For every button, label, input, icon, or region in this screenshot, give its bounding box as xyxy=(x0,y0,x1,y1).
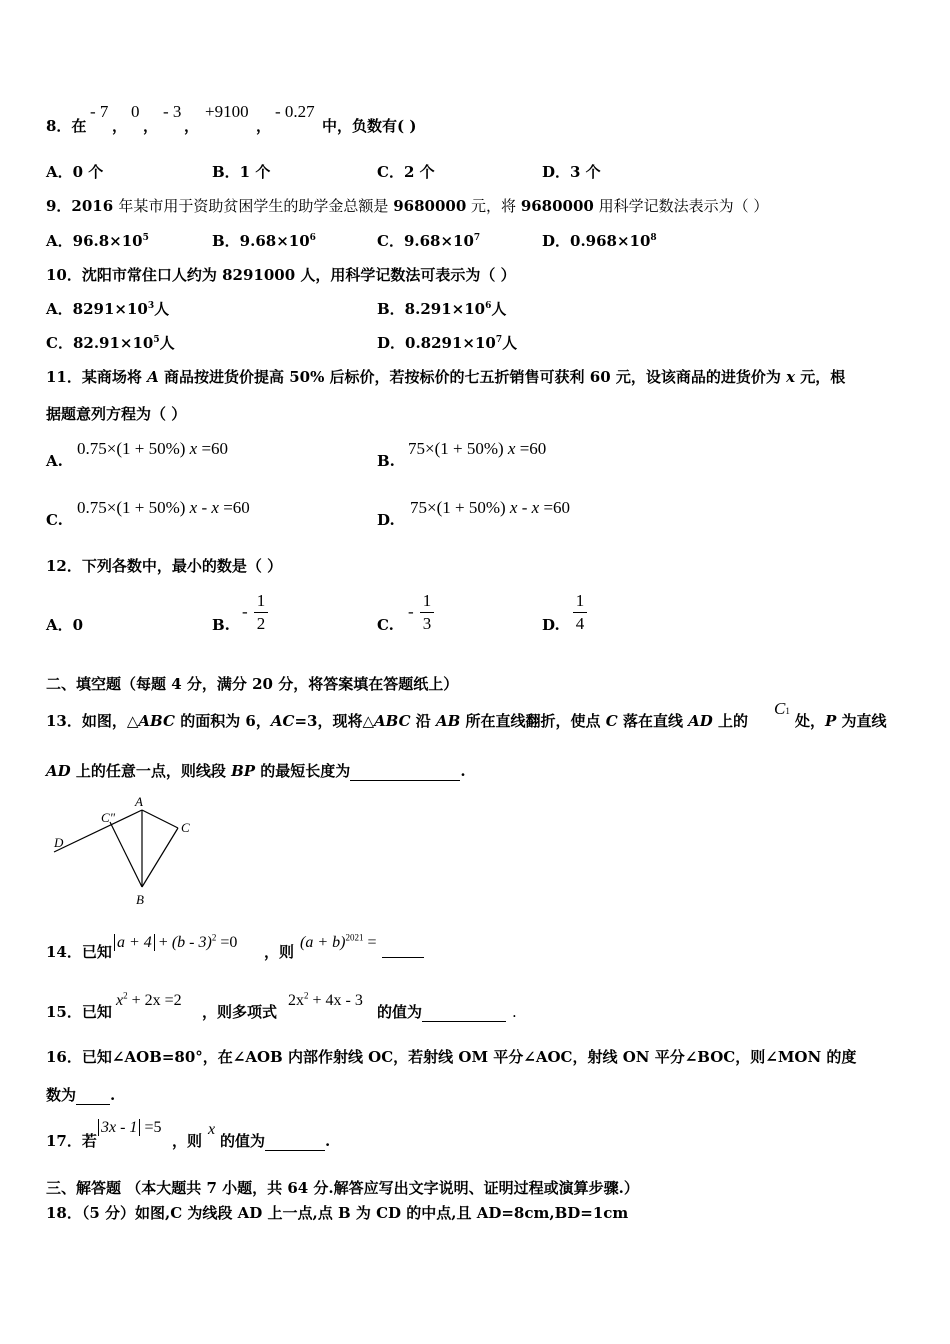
q10-option-c-unit: 人 xyxy=(159,334,175,352)
q14-prefix: 14．已知 xyxy=(46,943,112,961)
q16-line-1: 16．已知∠AOB=80°，在∠AOB 内部作射线 OC，若射线 OM 平分∠AOC，射线 ON 平分∠BOC，则∠MON 的度 xyxy=(46,1048,857,1066)
q11-var-a: A xyxy=(147,368,159,386)
q10-option-d-base: D．0.8291×10 xyxy=(377,334,496,352)
q9-option-c xyxy=(377,231,480,251)
figure-label-a: A xyxy=(135,794,143,809)
q15-end: . xyxy=(512,1003,517,1021)
figure-line-c1-b xyxy=(110,822,142,887)
q12-minus-c: - xyxy=(408,602,414,621)
q13-l2d: . xyxy=(460,762,466,780)
q11-line-1-b: 商品按进货价提高 50% 后标价，若按标价的七五折销售可获利 60 元，设该商品的进货价为 xyxy=(158,368,787,386)
q12-minus-b: - xyxy=(242,602,248,621)
q8-num-1: - 7 xyxy=(90,102,109,121)
q17-mid: ，则 xyxy=(172,1132,203,1150)
q13-c: C xyxy=(605,712,618,730)
q14-power-base: (a + b) xyxy=(300,934,346,951)
section-2-heading: 二、填空题（每题 4 分，满分 20 分，将答案填在答题纸上） xyxy=(46,675,459,693)
q13-l1b: 的面积为 6， xyxy=(174,712,271,730)
q10-option-c-exp: 5 xyxy=(153,335,160,345)
q15-poly-rest: + 4x - 3 xyxy=(308,992,363,1009)
q15-suffix xyxy=(377,1002,517,1022)
q8-comma-3: ， xyxy=(184,117,200,135)
q14-eq0: =0 xyxy=(216,934,238,951)
q9-part-1: 9．2016 xyxy=(46,197,119,215)
q13-l1f: 落在直线 xyxy=(617,712,689,730)
q9-option-b-exp: 6 xyxy=(309,233,316,243)
q14-mid: ，则 xyxy=(264,943,295,961)
q15-eq-exp: 2 xyxy=(123,990,128,1001)
q12-label-d: D. xyxy=(542,616,560,634)
q13-ab: AB xyxy=(435,712,461,730)
q17-suffix-text: 的值为 xyxy=(220,1132,266,1150)
q11-line-1-c: 元，根 xyxy=(795,368,846,386)
q17-prefix: 17．若 xyxy=(46,1132,97,1150)
q12-fraction-d xyxy=(573,591,587,634)
q9-option-d-base: D．0.968×10 xyxy=(542,232,651,250)
q17-end: . xyxy=(325,1132,331,1150)
q11-formula-a-eq: =60 xyxy=(197,439,229,458)
q13-c1: C xyxy=(774,699,786,718)
q10-option-b-unit: 人 xyxy=(491,300,507,318)
q12-label-c: C. xyxy=(377,616,394,634)
q12-fraction-d-num: 1 xyxy=(575,591,585,610)
q13-line-2 xyxy=(46,761,466,781)
q15-eq-rest: + 2x =2 xyxy=(127,992,182,1009)
q15-equation xyxy=(116,991,182,1011)
q9-part-6: 用科学记数法表示为（ ） xyxy=(593,197,769,215)
q13-l1e: 所在直线翻折，使点 xyxy=(460,712,606,730)
q11-formula-d-lead: 75× xyxy=(410,498,437,517)
figure-label-d: D xyxy=(54,835,64,850)
q9-part-3: 9680000 xyxy=(393,197,467,215)
figure-label-b: B xyxy=(136,892,144,907)
q17-suffix xyxy=(220,1131,330,1151)
q13-l2b: 上的任意一点，则线段 xyxy=(70,762,232,780)
q13-c1-sub: 1 xyxy=(785,706,790,716)
q13-l1c: =3，现将△ xyxy=(294,712,374,730)
q13-l1i: 为直线 xyxy=(836,712,887,730)
q13-answer-blank xyxy=(350,764,460,781)
q8-comma-4: ， xyxy=(256,117,272,135)
q11-line-1 xyxy=(46,367,845,387)
q16-end: . xyxy=(110,1086,116,1104)
q11-formula-d-eq: =60 xyxy=(539,498,571,517)
q12-text: 12．下列各数中，最小的数是（ ） xyxy=(46,557,283,575)
q8-option-d: D．3 个 xyxy=(542,163,601,181)
q11-formula-d xyxy=(410,498,570,518)
q12-fraction-b-num: 1 xyxy=(256,591,266,610)
q12-fraction-b-den: 2 xyxy=(256,614,266,633)
q13-figure xyxy=(50,792,210,912)
q8-num-3: - 3 xyxy=(163,102,182,121)
q11-formula-b-tail: x xyxy=(507,439,516,458)
q9-option-d xyxy=(542,231,657,251)
q11-formula-b-eq: =60 xyxy=(515,439,547,458)
q12-label-b: B. xyxy=(212,616,230,634)
q11-formula-c-paren: (1 + 50%) xyxy=(116,498,186,517)
figure-label-c: C xyxy=(181,820,190,835)
q10-option-d-unit: 人 xyxy=(502,334,518,352)
q13-l1g: 上的 xyxy=(712,712,749,730)
q10-option-c xyxy=(46,333,175,353)
q13-abc2: ABC xyxy=(373,712,411,730)
q13-line-1 xyxy=(46,711,748,731)
q9-option-c-exp: 7 xyxy=(473,233,481,243)
q9-option-a-exp: 5 xyxy=(142,233,149,243)
figure-label-c1: C" xyxy=(101,810,116,825)
q14-square-exp: 2 xyxy=(211,932,217,943)
q11-formula-a-paren: (1 + 50%) xyxy=(116,439,186,458)
q11-line-2: 据题意列方程为（ ） xyxy=(46,405,187,423)
q9-option-b-base: B．9.68×10 xyxy=(212,232,310,250)
q10-option-b-exp: 6 xyxy=(485,301,492,311)
q10-option-c-base: C．82.91×10 xyxy=(46,334,154,352)
q15-prefix: 15．已知 xyxy=(46,1003,112,1021)
q13-ad: AD xyxy=(688,712,713,730)
q9-option-c-base: C．9.68×10 xyxy=(377,232,474,250)
q12-fraction-d-den: 4 xyxy=(575,614,585,633)
q15-poly-lead: 2x xyxy=(288,992,304,1009)
q15-polynomial xyxy=(288,991,363,1011)
q17-equation xyxy=(98,1118,161,1138)
q15-suffix-text: 的值为 xyxy=(377,1003,423,1021)
q13-c1-symbol xyxy=(774,699,790,721)
q8-num-5: - 0.27 xyxy=(275,102,315,121)
q13-l1d: 沿 xyxy=(410,712,436,730)
q8-suffix: 中，负数有( ) xyxy=(322,117,417,135)
q10-option-b xyxy=(377,299,506,319)
q13-l2a: AD xyxy=(46,762,71,780)
q9-part-4: 元，将 xyxy=(466,197,521,215)
q10-option-a-exp: 3 xyxy=(147,301,155,311)
q11-formula-d-tail: x - x xyxy=(509,498,540,517)
q11-line-1-a: 11．某商场将 xyxy=(46,368,148,386)
q14-power xyxy=(300,933,376,953)
q8-prefix: 8．在 xyxy=(46,117,87,135)
q15-eq-x: x xyxy=(116,992,124,1009)
q10-option-a-unit: 人 xyxy=(154,300,170,318)
q14-answer-blank xyxy=(382,941,424,958)
q13-l1h: 处， xyxy=(795,712,826,730)
q8-comma-1: ， xyxy=(112,117,128,135)
q11-formula-b-paren: (1 + 50%) xyxy=(434,439,504,458)
q12-fraction-b xyxy=(254,591,268,634)
q11-formula-b-lead: 75× xyxy=(408,439,435,458)
q14-power-exp: 2021 xyxy=(345,932,364,943)
q13-p: P xyxy=(825,712,837,730)
q11-formula-a xyxy=(77,439,228,459)
q17-x: x xyxy=(208,1121,216,1138)
q14-plus: + xyxy=(154,934,172,951)
q9-option-d-exp: 8 xyxy=(650,233,657,243)
q13-line-1-end xyxy=(795,711,887,731)
q11-formula-a-lead: 0.75× xyxy=(77,439,117,458)
q13-l2c: 的最短长度为 xyxy=(255,762,351,780)
q16-line-2-text: 数为 xyxy=(46,1086,77,1104)
q12-fraction-c-den: 3 xyxy=(422,614,432,633)
q14-equation xyxy=(114,933,237,953)
q11-label-a: A. xyxy=(46,452,63,470)
q8-option-a: A．0 个 xyxy=(46,163,104,181)
q12-fraction-c xyxy=(420,591,434,634)
q12-fraction-b-bar xyxy=(254,612,268,613)
q12-option-a: A．0 xyxy=(46,616,84,634)
q15-poly-exp: 2 xyxy=(304,990,309,1001)
q8-option-b: B．1 个 xyxy=(212,163,271,181)
q11-label-b: B. xyxy=(377,452,395,470)
section-3-heading: 三、解答题 （本大题共 7 小题，共 64 分.解答应写出文字说明、证明过程或演算步骤.） xyxy=(46,1179,639,1197)
q17-abs: 3x - 1 xyxy=(98,1119,140,1136)
q11-label-d: D. xyxy=(377,511,395,529)
q9-option-a-base: A．96.8×10 xyxy=(46,232,143,250)
q13-abc: ABC xyxy=(138,712,175,730)
q8-num-4: +9100 xyxy=(205,102,249,121)
q10-option-a-base: A．8291×10 xyxy=(46,300,148,318)
q11-formula-c xyxy=(77,498,250,518)
q9-option-b xyxy=(212,231,316,251)
q8-comma-2: ， xyxy=(143,117,159,135)
q10-option-a xyxy=(46,299,169,319)
q14-square-base: (b - 3) xyxy=(171,934,212,951)
q13-l1a: 13．如图，△ xyxy=(46,712,139,730)
q14-abs: a + 4 xyxy=(114,934,155,951)
q9-part-5: 9680000 xyxy=(520,197,594,215)
figure-line-c-b xyxy=(142,828,178,887)
q16-line-2 xyxy=(46,1085,115,1105)
q11-formula-a-tail: x xyxy=(189,439,198,458)
q11-formula-b xyxy=(408,439,546,459)
q11-formula-c-eq: =60 xyxy=(218,498,250,517)
q9-part-2: 年某市用于资助贫困学生的助学金总额是 xyxy=(118,197,394,215)
q17-answer-blank xyxy=(265,1134,325,1151)
q11-var-x: x xyxy=(786,368,796,386)
q16-answer-blank xyxy=(76,1088,110,1105)
q9-option-a xyxy=(46,231,149,251)
q17-eq: =5 xyxy=(140,1119,162,1136)
q18-text: 18．（5 分）如图,C 为线段 AD 上一点,点 B 为 CD 的中点,且 AD=8cm,BD=1cm xyxy=(46,1204,629,1222)
q10-option-d-exp: 7 xyxy=(495,335,503,345)
q10-text: 10．沈阳市常住口人约为 8291000 人，用科学记数法可表示为（ ） xyxy=(46,266,516,284)
q9-text xyxy=(46,196,768,216)
q14-eq: = xyxy=(363,934,377,951)
q15-answer-blank xyxy=(422,1005,506,1022)
q12-fraction-d-bar xyxy=(573,612,587,613)
q12-fraction-c-num: 1 xyxy=(422,591,432,610)
q11-label-c: C. xyxy=(46,511,63,529)
q13-bp: BP xyxy=(231,762,256,780)
q10-option-d xyxy=(377,333,517,353)
q11-formula-c-lead: 0.75× xyxy=(77,498,117,517)
q11-formula-d-paren: (1 + 50%) xyxy=(436,498,506,517)
figure-line-a-c xyxy=(142,810,178,828)
q10-option-b-base: B．8.291×10 xyxy=(377,300,486,318)
q8-option-c: C．2 个 xyxy=(377,163,435,181)
q15-mid: ，则多项式 xyxy=(202,1003,278,1021)
q8-num-2: 0 xyxy=(131,102,140,121)
q13-ac: AC xyxy=(270,712,295,730)
figure-line-d-a xyxy=(54,810,142,852)
q12-fraction-c-bar xyxy=(420,612,434,613)
q11-formula-c-tail: x - x xyxy=(189,498,219,517)
